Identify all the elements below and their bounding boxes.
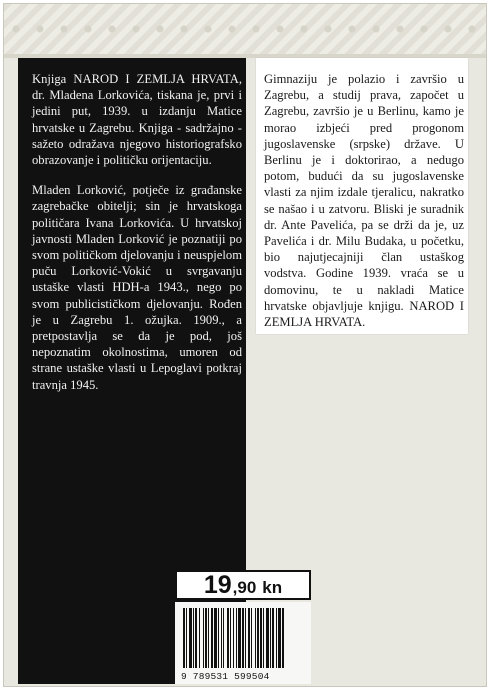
left-text-column xyxy=(32,71,242,407)
right-paragraph-1: Gimnaziju je polazio i završio u Zagrebu, a studij prava, započet u Zagrebu, završio je u Berlinu, kamo je morao izbjeći pred progonom jugoslavenske (srpske) države. U Berlinu je i doktorirao, a nedugo potom, budući da su jugoslavenske vlasti za njim izdale tjeralicu, nakratko se našao i u zatvoru. Bliski je suradnik dr. Ante Pavelića, pa se drži da je, uz Pavelića i dr. Milu Budaka, u početku, bio najutjecajniji član ustaškog vodstva. Godine 1939. vraća se u domovinu, te u nakladi Matice hrvatske objavljuje knjigu. NAROD I ZEMLJA HRVATA. xyxy=(264,72,464,330)
left-paragraph-1: Knjiga NAROD I ZEMLJA HRVATA, dr. Mladena Lorkovića, tiskana je, prvi i jedini put, 1939. u izdanju Matice hrvatske u Zagrebu. Knjiga - sadržajno - sažeto odražava njegovo historiografsko obrazovanje i političku orijentaciju. xyxy=(32,72,242,168)
price-sticker xyxy=(175,570,311,600)
price-decimal: ,90 xyxy=(232,578,257,597)
right-text-column xyxy=(264,71,464,330)
price-whole: 19 xyxy=(203,571,232,599)
barcode-icon xyxy=(181,608,305,668)
price-currency: kn xyxy=(262,578,283,597)
isbn-number: 9 789531 599504 xyxy=(181,671,270,682)
left-paragraph-2: Mladen Lorković, potječe iz građanske zagrebačke obitelji; sin je hrvatskoga političara Ivana Lorkovića. U hrvatskoj javnosti Mladen Lorković je poznatiji po svom političkom djelovanju i neuspjelom puču Lorković-Vokić u svrgavanju ustaške vlasti HDH-a 1943., nego po svom publicističkom djelovanju. Rođen je u Zagrebu 1. ožujka. 1909., a pretpostavlja se da je pod, još nepoznatim okolnostima, umoren od strane ustaške vlasti u Lepoglavi potkraj travnja 1945. xyxy=(32,183,242,392)
decorative-border xyxy=(4,4,487,54)
barcode-area xyxy=(175,602,311,684)
